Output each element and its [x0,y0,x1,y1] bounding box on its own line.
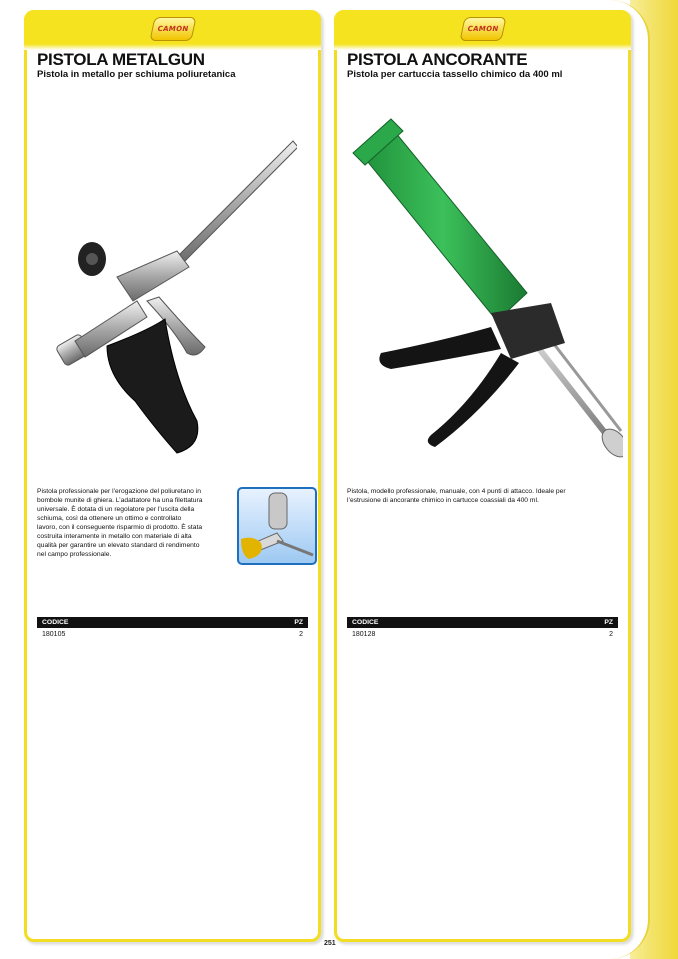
product-subtitle: Pistola per cartuccia tassello chimico da 400 ml [347,69,563,80]
description-line: Pistola professionale per l’erogazione del poliuretano in [37,488,201,495]
pieces-count: 2 [609,630,613,638]
description-line: nel campo professionale. [37,551,112,558]
product-card-metalgun [24,10,321,942]
table-row [37,629,308,639]
table-header [37,617,308,628]
description-line: Pistola, modello professionale, manuale, con 4 punti di attacco. Ideale per [347,488,566,495]
product-card-ancorante [334,10,631,942]
description-line: bombole munite di ghiera. L’adattatore ha una filettatura [37,497,203,504]
column-header-codice: CODICE [352,619,379,626]
description-line: schiuma, così da ottenere un ottimo e controllato [37,515,182,522]
foam-gun-image [47,131,297,466]
product-description [37,487,233,559]
description-line: l’estrusione di ancorante chimico in cartucce coassiali da 400 ml. [347,497,539,504]
description-line: universale. È dotata di un regolatore per l’uscita della [37,506,195,513]
table-header [347,617,618,628]
table-row [347,629,618,639]
description-line: qualità per garantire un elevato standard di rendimento [37,542,200,549]
page-number: 251 [324,940,336,947]
brand-logo: CAMON [149,17,196,41]
anchor-gun-image [351,113,623,468]
product-code: 180105 [42,630,66,638]
pieces-count: 2 [299,630,303,638]
brand-logo: CAMON [459,17,506,41]
column-header-codice: CODICE [42,619,69,626]
product-title: PISTOLA ANCORANTE [347,50,528,69]
product-title: PISTOLA METALGUN [37,50,205,69]
usage-inset-image [237,487,317,565]
product-description [347,487,617,505]
column-header-pz: PZ [294,619,303,626]
product-code: 180128 [352,630,376,638]
product-subtitle: Pistola in metallo per schiuma poliuretanica [37,69,236,80]
description-line: costruita interamente in metallo con materiale di alta [37,533,192,540]
column-header-pz: PZ [604,619,613,626]
description-line: lavoro, con il conseguente risparmio di prodotto. È stata [37,524,203,531]
